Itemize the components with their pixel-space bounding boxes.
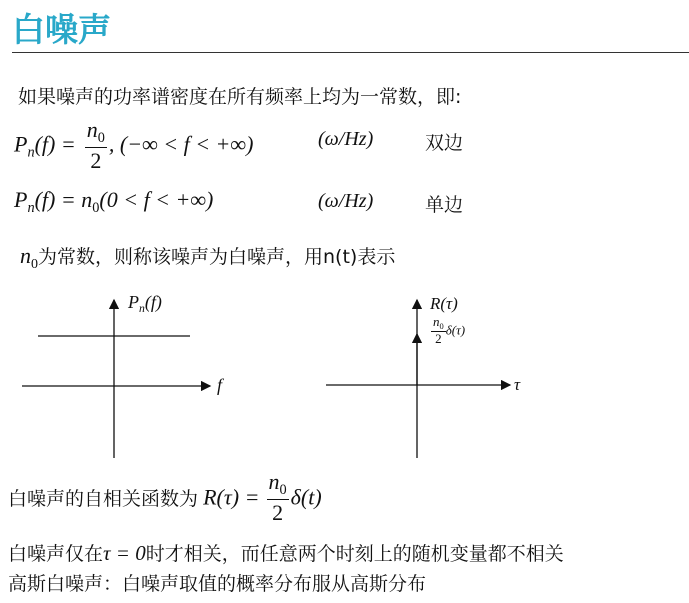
eq1-label: 双边 bbox=[425, 132, 464, 154]
note-text: 为常数，则称该噪声为白噪声，用n(t)表示 bbox=[38, 246, 396, 268]
autocorr-num: n bbox=[268, 469, 280, 494]
eq2-range: (0 < f < +∞) bbox=[99, 187, 214, 212]
note-var: n bbox=[20, 243, 31, 268]
uncorrelated-statement bbox=[8, 539, 564, 566]
impulse-num: n bbox=[433, 314, 440, 329]
eq1-range: , (−∞ < f < +∞) bbox=[108, 131, 254, 157]
impulse-label bbox=[431, 315, 465, 347]
impulse-den: 2 bbox=[435, 331, 442, 347]
autocorr-x-label: τ bbox=[514, 375, 521, 394]
autocorr-text: 白噪声的自相关函数为 bbox=[8, 488, 199, 511]
note-var-sub: 0 bbox=[31, 256, 38, 272]
uncorr-post: 时才相关，而任意两个时刻上的随机变量都不相关 bbox=[145, 543, 564, 565]
eq2-label: 单边 bbox=[425, 194, 464, 216]
eq1-num: n bbox=[86, 117, 98, 142]
eq2-expr-sub: 0 bbox=[92, 200, 100, 216]
autocorr-y-label: R(τ) bbox=[430, 294, 458, 313]
eq1-lhs: P bbox=[14, 131, 28, 157]
page-title: 白噪声 bbox=[12, 10, 111, 49]
psd-x-label: f bbox=[217, 375, 223, 395]
psd-y-label bbox=[128, 292, 162, 315]
intro-text: 如果噪声的功率谱密度在所有频率上均为一常数，即: bbox=[18, 86, 462, 108]
autocorr-tail: δ(t) bbox=[290, 484, 322, 510]
eq1-lhs-arg: (f) = bbox=[34, 131, 76, 157]
autocorr-num-sub: 0 bbox=[279, 482, 287, 498]
eq1-den: 2 bbox=[90, 147, 102, 173]
uncorr-pre: 白噪声仅在 bbox=[8, 543, 104, 565]
autocorr-lhs: R(τ) = bbox=[203, 484, 260, 510]
eq1-num-sub: 0 bbox=[97, 130, 105, 146]
psd-y-label-main: P bbox=[128, 292, 139, 312]
impulse-num-sub: 0 bbox=[439, 320, 444, 331]
eq1-lhs-sub: n bbox=[27, 144, 35, 161]
eq1-unit: (ω/Hz) bbox=[318, 128, 374, 150]
eq2-lhs: P bbox=[14, 187, 28, 212]
eq2-lhs-sub: n bbox=[27, 200, 35, 216]
psd-y-label-sub: n bbox=[139, 302, 145, 316]
eq2-unit: (ω/Hz) bbox=[318, 190, 374, 212]
uncorr-math: τ = 0 bbox=[103, 541, 146, 565]
autocorr-den: 2 bbox=[272, 499, 284, 525]
psd-y-label-arg: (f) bbox=[144, 292, 162, 312]
eq2-expr: (f) = n bbox=[34, 187, 93, 212]
impulse-tail: δ(τ) bbox=[445, 322, 466, 338]
gaussian-statement: 高斯白噪声：白噪声取值的概率分布服从高斯分布 bbox=[8, 573, 427, 595]
autocorr-statement bbox=[8, 470, 322, 525]
